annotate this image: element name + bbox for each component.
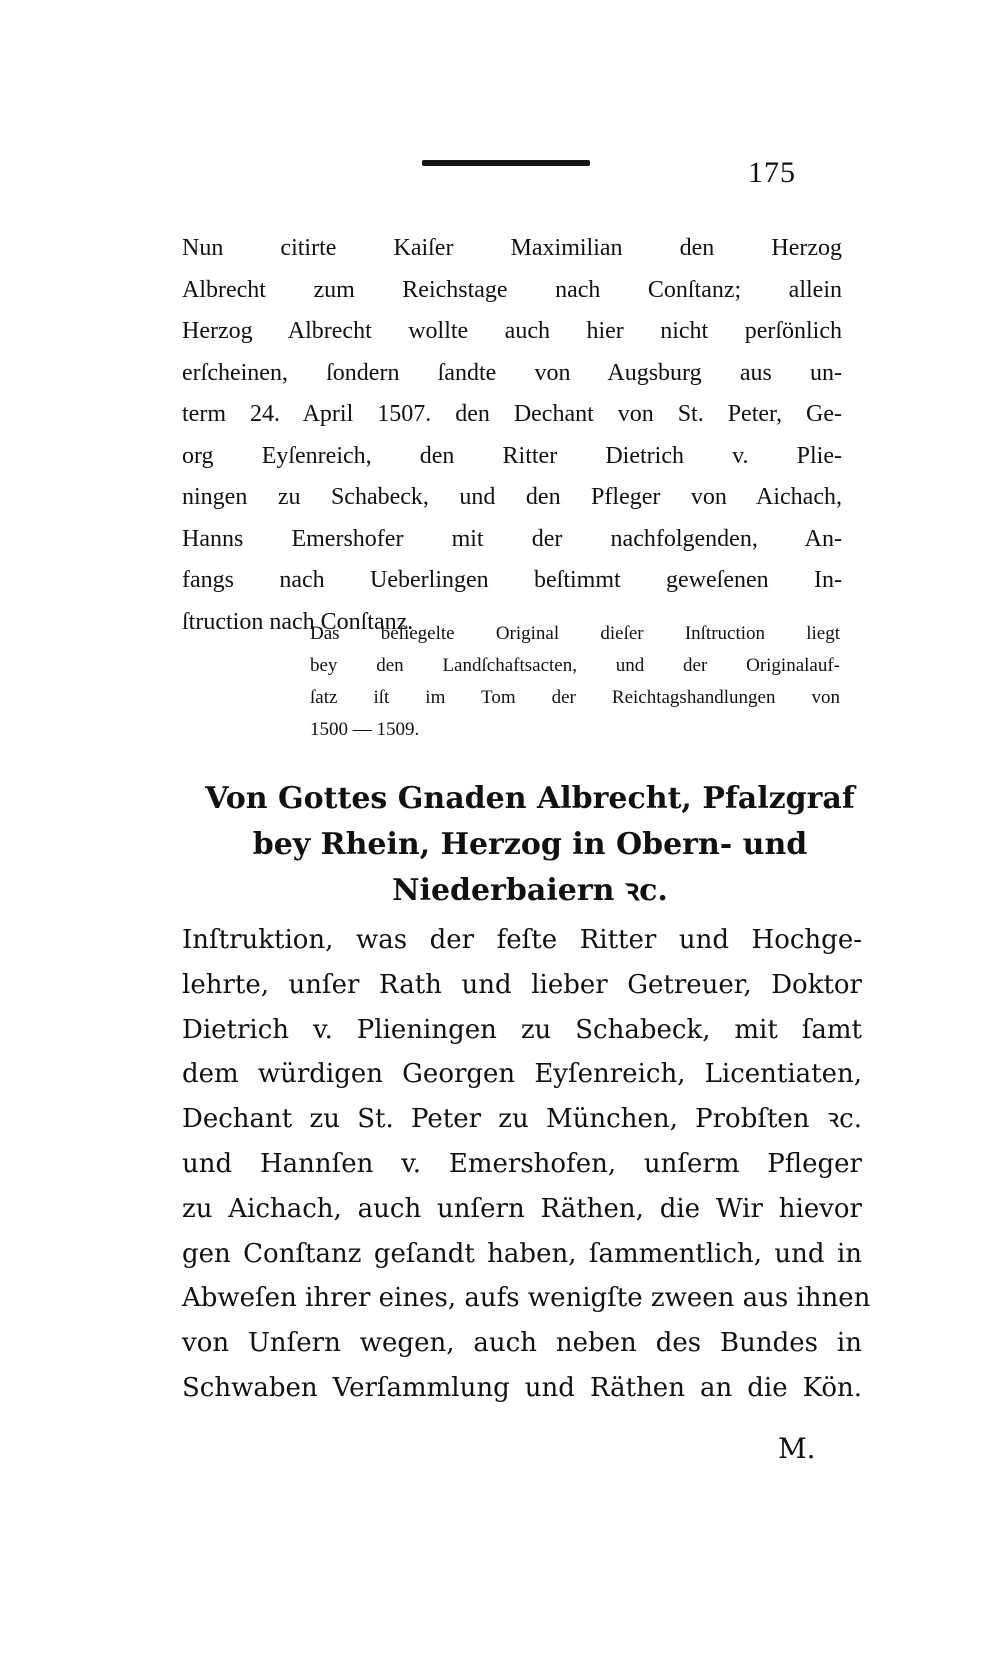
catchword: M. (778, 1432, 816, 1465)
paragraph-line: org Eyſenreich, den Ritter Dietrich v. Plie- (182, 442, 842, 469)
footnote-line: ſatz iſt im Tom der Reichtagshandlungen von (310, 687, 840, 708)
instruction-line: Inſtruktion, was der feſte Ritter und Hochge- (182, 925, 862, 955)
footnote-line: 1500 — 1509. (310, 719, 420, 740)
instruction-line: zu Aichach, auch unſern Räthen, die Wir hievor (182, 1193, 862, 1224)
instruction-line: von Unſern wegen, auch neben des Bundes in (182, 1328, 862, 1359)
instruction-text (182, 918, 871, 1411)
footnote-line: bey den Landſchaftsacten, und der Originalauf- (310, 655, 840, 676)
intro-paragraph (182, 228, 842, 643)
heading-line: Von Gottes Gnaden Albrecht, Pfalzgraf (205, 781, 855, 816)
page-number: 175 (748, 156, 796, 189)
footnote-line: Das beſiegelte Original dieſer Inſtruction liegt (310, 623, 840, 644)
paragraph-line: term 24. April 1507. den Dechant von St. Peter, Ge- (182, 401, 842, 427)
paragraph-line: ſtruction nach Conſtanz. (182, 608, 414, 635)
instruction-line: Schwaben Verſammlung und Räthen an die Kön. (182, 1372, 862, 1403)
instruction-line: lehrte, unſer Rath und lieber Getreuer, Doktor (182, 969, 862, 1000)
footnote (310, 618, 840, 746)
section-heading (200, 776, 860, 914)
paragraph-line: erſcheinen, ſondern ſandte von Augsburg aus un- (182, 359, 842, 386)
instruction-line: Dechant zu St. Peter zu München, Probſten ꝛc. (182, 1104, 862, 1135)
paragraph-line: Herzog Albrecht wollte auch hier nicht perſönlich (182, 318, 842, 344)
heading-line: Niederbaiern ꝛc. (392, 873, 668, 908)
instruction-line: gen Conſtanz geſandt haben, ſammentlich, und in (182, 1238, 862, 1269)
paragraph-line: Albrecht zum Reichstage nach Conſtanz; allein (182, 276, 842, 303)
instruction-line: Abweſen ihrer eines, aufs wenigſte zween aus ihnen (182, 1283, 871, 1314)
paragraph-line: Hanns Emershofer mit der nachfolgenden, An- (182, 525, 842, 552)
instruction-line: Dietrich v. Plieningen zu Schabeck, mit ſamt (182, 1014, 862, 1045)
paragraph-line: Nun citirte Kaiſer Maximilian den Herzog (182, 235, 842, 261)
header-rule (422, 160, 590, 166)
instruction-line: dem würdigen Georgen Eyſenreich, Licentiaten, (182, 1059, 862, 1090)
paragraph-line: fangs nach Ueberlingen beſtimmt geweſenen In- (182, 567, 842, 593)
instruction-line: und Hannſen v. Emershofen, unſerm Pfleger (182, 1148, 862, 1179)
paragraph-line: ningen zu Schabeck, und den Pfleger von Aichach, (182, 484, 842, 510)
heading-line: bey Rhein, Herzog in Obern- und (252, 827, 808, 862)
